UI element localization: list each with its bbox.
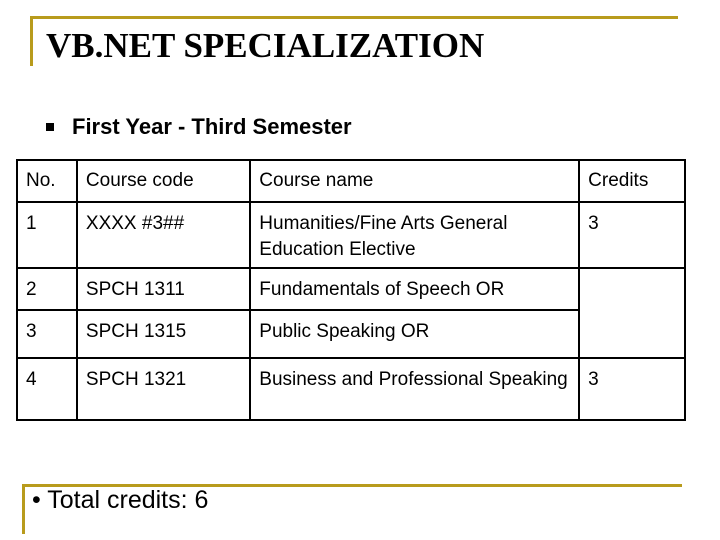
course-table bbox=[16, 159, 686, 421]
cell-course-name: Humanities/Fine Arts General Education Elective bbox=[250, 202, 579, 268]
table-row bbox=[17, 268, 685, 310]
cell-no: 2 bbox=[17, 268, 77, 310]
bottom-accent-tick bbox=[22, 484, 25, 534]
header-course-name: Course name bbox=[250, 160, 579, 202]
cell-course-code: SPCH 1321 bbox=[77, 358, 250, 420]
cell-course-name: Business and Professional Speaking bbox=[250, 358, 579, 420]
header-credits: Credits bbox=[579, 160, 685, 202]
square-bullet-icon bbox=[46, 123, 54, 131]
cell-course-name: Public Speaking OR bbox=[250, 310, 579, 358]
cell-course-code: SPCH 1311 bbox=[77, 268, 250, 310]
total-credits-text: • Total credits: 6 bbox=[32, 486, 209, 514]
cell-course-code: XXXX #3## bbox=[77, 202, 250, 268]
cell-credits bbox=[579, 268, 685, 358]
cell-no: 4 bbox=[17, 358, 77, 420]
top-accent-line bbox=[30, 16, 678, 19]
subtitle-text: First Year - Third Semester bbox=[72, 114, 352, 139]
cell-course-name: Fundamentals of Speech OR bbox=[250, 268, 579, 310]
cell-credits: 3 bbox=[579, 358, 685, 420]
cell-course-code: SPCH 1315 bbox=[77, 310, 250, 358]
cell-no: 3 bbox=[17, 310, 77, 358]
cell-credits: 3 bbox=[579, 202, 685, 268]
top-accent-tick bbox=[30, 16, 33, 66]
subtitle-bullet bbox=[46, 114, 352, 140]
slide-title: VB.NET SPECIALIZATION bbox=[46, 26, 485, 65]
table-header-row bbox=[17, 160, 685, 202]
cell-no: 1 bbox=[17, 202, 77, 268]
table-row bbox=[17, 358, 685, 420]
header-no: No. bbox=[17, 160, 77, 202]
table-row bbox=[17, 202, 685, 268]
header-course-code: Course code bbox=[77, 160, 250, 202]
